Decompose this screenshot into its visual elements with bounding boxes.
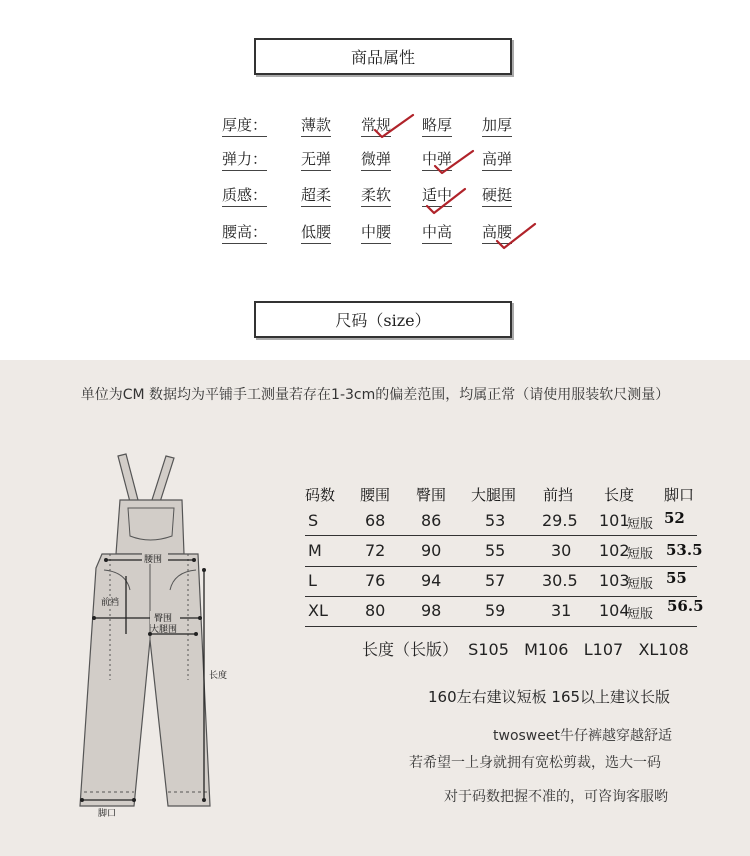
attr-option: 高弹	[482, 150, 513, 168]
measurement-note: 单位为CM 数据均为平铺手工测量若存在1-3cm的偏差范围，均属正常（请使用服装软尺测量）	[80, 387, 670, 403]
attr-option: 无弹	[301, 150, 332, 168]
cell-hem: 55	[666, 569, 687, 587]
table-row	[0, 541, 750, 565]
contact-line: 对于码数把握不准的，可咨询客服哟	[444, 789, 668, 805]
cell-size: S	[308, 511, 319, 530]
cell-hip: 98	[421, 601, 442, 620]
attr-row-thickness	[0, 114, 750, 138]
attr-label: 腰高：	[222, 223, 268, 241]
cell-length: 104	[599, 601, 630, 620]
long-version-lengths: 长度（长版） S105 M106 L107 XL108	[362, 640, 689, 659]
diagram-label-length: 长度	[209, 671, 228, 681]
cell-size: M	[308, 541, 322, 560]
checkmark-icon	[372, 112, 416, 140]
attr-option: 高腰	[482, 223, 513, 241]
cell-hem: 53.5	[666, 541, 703, 559]
attr-row-elasticity	[0, 148, 750, 172]
table-row	[0, 571, 750, 595]
length-advice: 160左右建议短板 165以上建议长版	[428, 688, 671, 706]
table-header: 腰围	[360, 486, 391, 504]
diagram-label-front-rise: 前裆	[101, 598, 120, 608]
row-divider	[305, 566, 697, 567]
overalls-diagram	[70, 450, 250, 820]
table-header: 前挡	[543, 486, 574, 504]
cell-thigh: 57	[485, 571, 506, 590]
table-header: 臀围	[416, 486, 447, 504]
table-header: 码数	[305, 486, 336, 504]
row-divider	[305, 535, 697, 536]
attr-label: 弹力：	[222, 150, 268, 168]
cell-hem: 52	[664, 509, 685, 527]
cell-type: 短版	[627, 607, 654, 622]
table-header: 脚口	[664, 486, 695, 504]
checkmark-icon	[424, 186, 468, 216]
table-row	[0, 511, 750, 535]
attr-option: 微弹	[361, 150, 392, 168]
cell-rise: 31	[551, 601, 572, 620]
cell-hip: 90	[421, 541, 442, 560]
cell-length: 103	[599, 571, 630, 590]
diagram-label-thigh: 大腿围	[150, 625, 178, 635]
brand-line: twosweet牛仔裤越穿越舒适	[493, 728, 672, 744]
attr-option: 适中	[422, 186, 453, 204]
cell-rise: 29.5	[542, 511, 578, 530]
cell-thigh: 53	[485, 511, 506, 530]
row-divider	[305, 626, 697, 627]
cell-length: 102	[599, 541, 630, 560]
attributes-title: 商品属性	[254, 38, 512, 75]
attr-option: 超柔	[301, 186, 332, 204]
attr-option: 薄款	[301, 116, 332, 134]
attr-option: 中高	[422, 223, 453, 241]
cell-type: 短版	[627, 517, 654, 532]
diagram-label-waist: 腰围	[144, 555, 163, 565]
cell-hip: 94	[421, 571, 442, 590]
attr-option: 柔软	[361, 186, 392, 204]
attr-option: 中弹	[422, 150, 453, 168]
table-header: 长度	[604, 486, 635, 504]
attr-label: 厚度：	[222, 116, 268, 134]
attr-option: 常规	[361, 116, 392, 134]
cell-size: XL	[308, 601, 328, 620]
cell-type: 短版	[627, 547, 654, 562]
checkmark-icon	[494, 221, 538, 251]
attr-label: 质感：	[222, 186, 268, 204]
checkmark-icon	[432, 148, 476, 176]
cell-rise: 30	[551, 541, 572, 560]
cell-size: L	[308, 571, 317, 590]
cell-rise: 30.5	[542, 571, 578, 590]
cell-waist: 80	[365, 601, 386, 620]
cell-hip: 86	[421, 511, 442, 530]
tip-line: 若希望一上身就拥有宽松剪裁，选大一码	[409, 755, 661, 771]
cell-type: 短版	[627, 577, 654, 592]
diagram-label-hip: 臀围	[154, 614, 173, 624]
cell-waist: 68	[365, 511, 386, 530]
cell-waist: 72	[365, 541, 386, 560]
cell-waist: 76	[365, 571, 386, 590]
attr-row-texture	[0, 184, 750, 208]
table-header: 大腿围	[471, 486, 517, 504]
table-row	[0, 597, 750, 625]
size-title: 尺码（size）	[254, 301, 512, 338]
attr-option: 低腰	[301, 223, 332, 241]
attr-option: 略厚	[422, 116, 453, 134]
diagram-label-hem: 脚口	[98, 809, 117, 819]
attr-option: 硬挺	[482, 186, 513, 204]
cell-hem: 56.5	[667, 597, 704, 615]
cell-thigh: 59	[485, 601, 506, 620]
cell-thigh: 55	[485, 541, 506, 560]
cell-length: 101	[599, 511, 630, 530]
attr-option: 加厚	[482, 116, 513, 134]
attr-row-waist-height	[0, 221, 750, 245]
attr-option: 中腰	[361, 223, 392, 241]
size-section	[0, 360, 750, 856]
row-divider	[305, 596, 697, 597]
